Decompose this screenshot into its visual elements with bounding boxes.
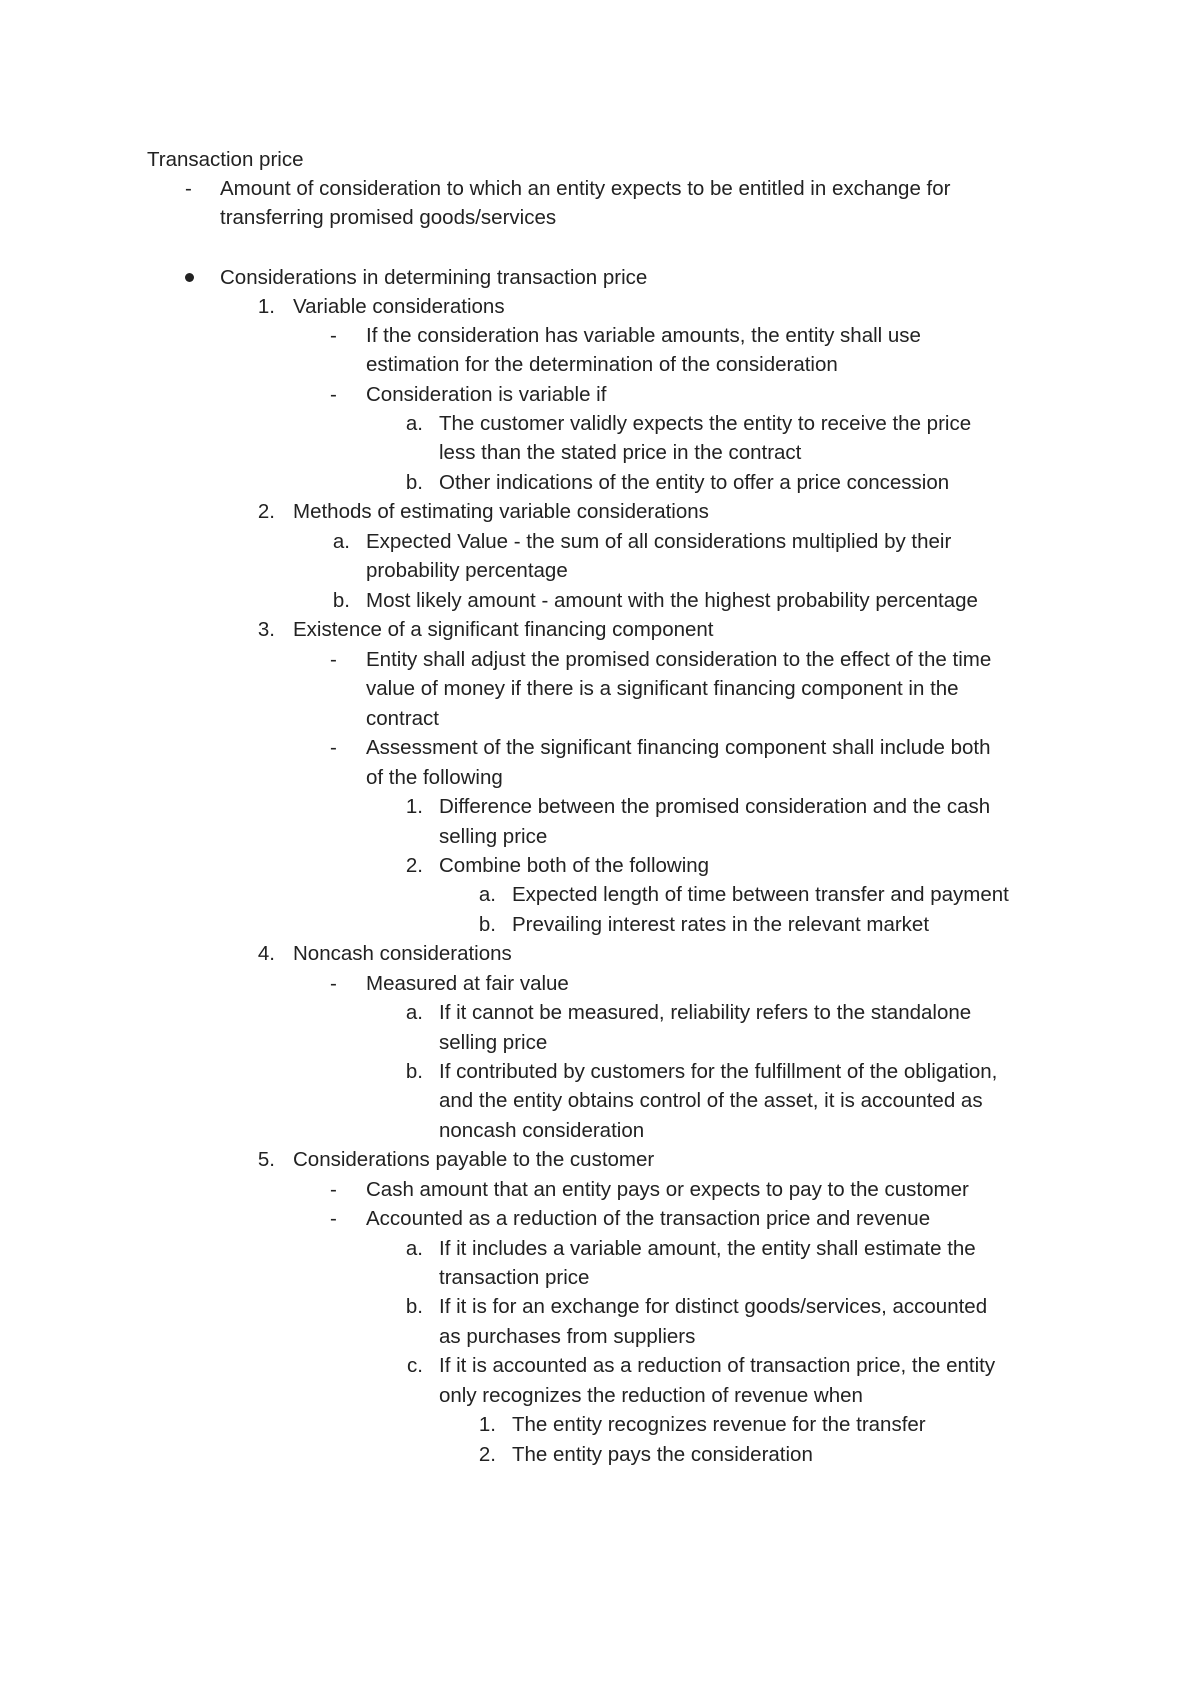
- dash-marker: -: [330, 648, 337, 671]
- s2-a-line-1: Expected Value - the sum of all considerations multiplied by their: [366, 530, 952, 553]
- s4-a-line-1: If it cannot be measured, reliability refers to the standalone: [439, 1001, 972, 1024]
- s3-n2-line-1: Combine both of the following: [439, 854, 710, 877]
- section-5-label: Considerations payable to the customer: [293, 1148, 655, 1171]
- list-letter-b: b.: [332, 589, 350, 612]
- list-number-2: 2.: [257, 500, 275, 523]
- list-letter-a: a.: [332, 530, 350, 553]
- dash-marker: -: [330, 1178, 337, 1201]
- s3-n1-line-1: Difference between the promised consideration and the cash: [439, 795, 991, 818]
- s5-c-line-1: If it is accounted as a reduction of transaction price, the entity: [439, 1354, 996, 1377]
- s3-dash2-line-2: of the following: [366, 766, 503, 789]
- list-letter-b: b.: [405, 1060, 423, 1083]
- s5-c1-line-1: The entity recognizes revenue for the transfer: [512, 1413, 926, 1436]
- list-letter-a: a.: [405, 1001, 423, 1024]
- list-letter-a: a.: [405, 1237, 423, 1260]
- bullet-icon: [185, 273, 194, 282]
- intro-text-line-2: transferring promised goods/services: [220, 206, 557, 229]
- s4-b-line-2: and the entity obtains control of the asset, it is accounted as: [439, 1089, 983, 1112]
- section-4-label: Noncash considerations: [293, 942, 512, 965]
- s5-c-line-2: only recognizes the reduction of revenue when: [439, 1384, 863, 1407]
- s1-dash1-line-2: estimation for the determination of the consideration: [366, 353, 838, 376]
- s4-dash1-label: Measured at fair value: [366, 972, 569, 995]
- s3-dash1-line-3: contract: [366, 707, 439, 730]
- list-number-5: 5.: [257, 1148, 275, 1171]
- s3-n1-line-2: selling price: [439, 825, 548, 848]
- list-number-2: 2.: [478, 1443, 496, 1466]
- section-3-label: Existence of a significant financing component: [293, 618, 714, 641]
- s5-a-line-1: If it includes a variable amount, the entity shall estimate the: [439, 1237, 976, 1260]
- s4-a-line-2: selling price: [439, 1031, 548, 1054]
- s3-dash2-line-1: Assessment of the significant financing component shall include both: [366, 736, 991, 759]
- s1-a-line-1: The customer validly expects the entity to receive the price: [439, 412, 972, 435]
- s4-b-line-1: If contributed by customers for the fulfillment of the obligation,: [439, 1060, 998, 1083]
- s5-b-line-2: as purchases from suppliers: [439, 1325, 696, 1348]
- list-letter-b: b.: [405, 471, 423, 494]
- dash-marker: -: [330, 1207, 337, 1230]
- list-number-1: 1.: [478, 1413, 496, 1436]
- s1-a-line-2: less than the stated price in the contract: [439, 441, 802, 464]
- s5-dash2-label: Accounted as a reduction of the transaction price and revenue: [366, 1207, 931, 1230]
- dash-marker: -: [330, 324, 337, 347]
- s4-b-line-3: noncash consideration: [439, 1119, 645, 1142]
- list-number-1: 1.: [257, 295, 275, 318]
- s3-dash1-line-1: Entity shall adjust the promised consideration to the effect of the time: [366, 648, 992, 671]
- list-letter-a: a.: [478, 883, 496, 906]
- list-number-1: 1.: [405, 795, 423, 818]
- dash-marker: -: [185, 177, 192, 200]
- list-number-3: 3.: [257, 618, 275, 641]
- s1-dash1-line-1: If the consideration has variable amounts, the entity shall use: [366, 324, 921, 347]
- s5-a-line-2: transaction price: [439, 1266, 590, 1289]
- considerations-heading: Considerations in determining transaction price: [220, 266, 648, 289]
- list-number-4: 4.: [257, 942, 275, 965]
- s1-dash2-label: Consideration is variable if: [366, 383, 607, 406]
- s3-dash1-line-2: value of money if there is a significant financing component in the: [366, 677, 959, 700]
- list-number-2: 2.: [405, 854, 423, 877]
- s5-c2-line-1: The entity pays the consideration: [512, 1443, 813, 1466]
- s1-b-line-1: Other indications of the entity to offer a price concession: [439, 471, 950, 494]
- s5-dash1-label: Cash amount that an entity pays or expects to pay to the customer: [366, 1178, 969, 1201]
- section-1-label: Variable considerations: [293, 295, 505, 318]
- s2-a-line-2: probability percentage: [366, 559, 568, 582]
- s3-n2b-line-1: Prevailing interest rates in the relevant market: [512, 913, 930, 936]
- section-2-label: Methods of estimating variable considerations: [293, 500, 709, 523]
- dash-marker: -: [330, 736, 337, 759]
- doc-title: Transaction price: [147, 148, 304, 171]
- list-letter-b: b.: [405, 1295, 423, 1318]
- intro-text-line-1: Amount of consideration to which an entity expects to be entitled in exchange for: [220, 177, 951, 200]
- dash-marker: -: [330, 383, 337, 406]
- s2-b-line-1: Most likely amount - amount with the highest probability percentage: [366, 589, 978, 612]
- s3-n2a-line-1: Expected length of time between transfer and payment: [512, 883, 1009, 906]
- dash-marker: -: [330, 972, 337, 995]
- list-letter-a: a.: [405, 412, 423, 435]
- list-letter-c: c.: [407, 1354, 423, 1377]
- s5-b-line-1: If it is for an exchange for distinct goods/services, accounted: [439, 1295, 988, 1318]
- list-letter-b: b.: [478, 913, 496, 936]
